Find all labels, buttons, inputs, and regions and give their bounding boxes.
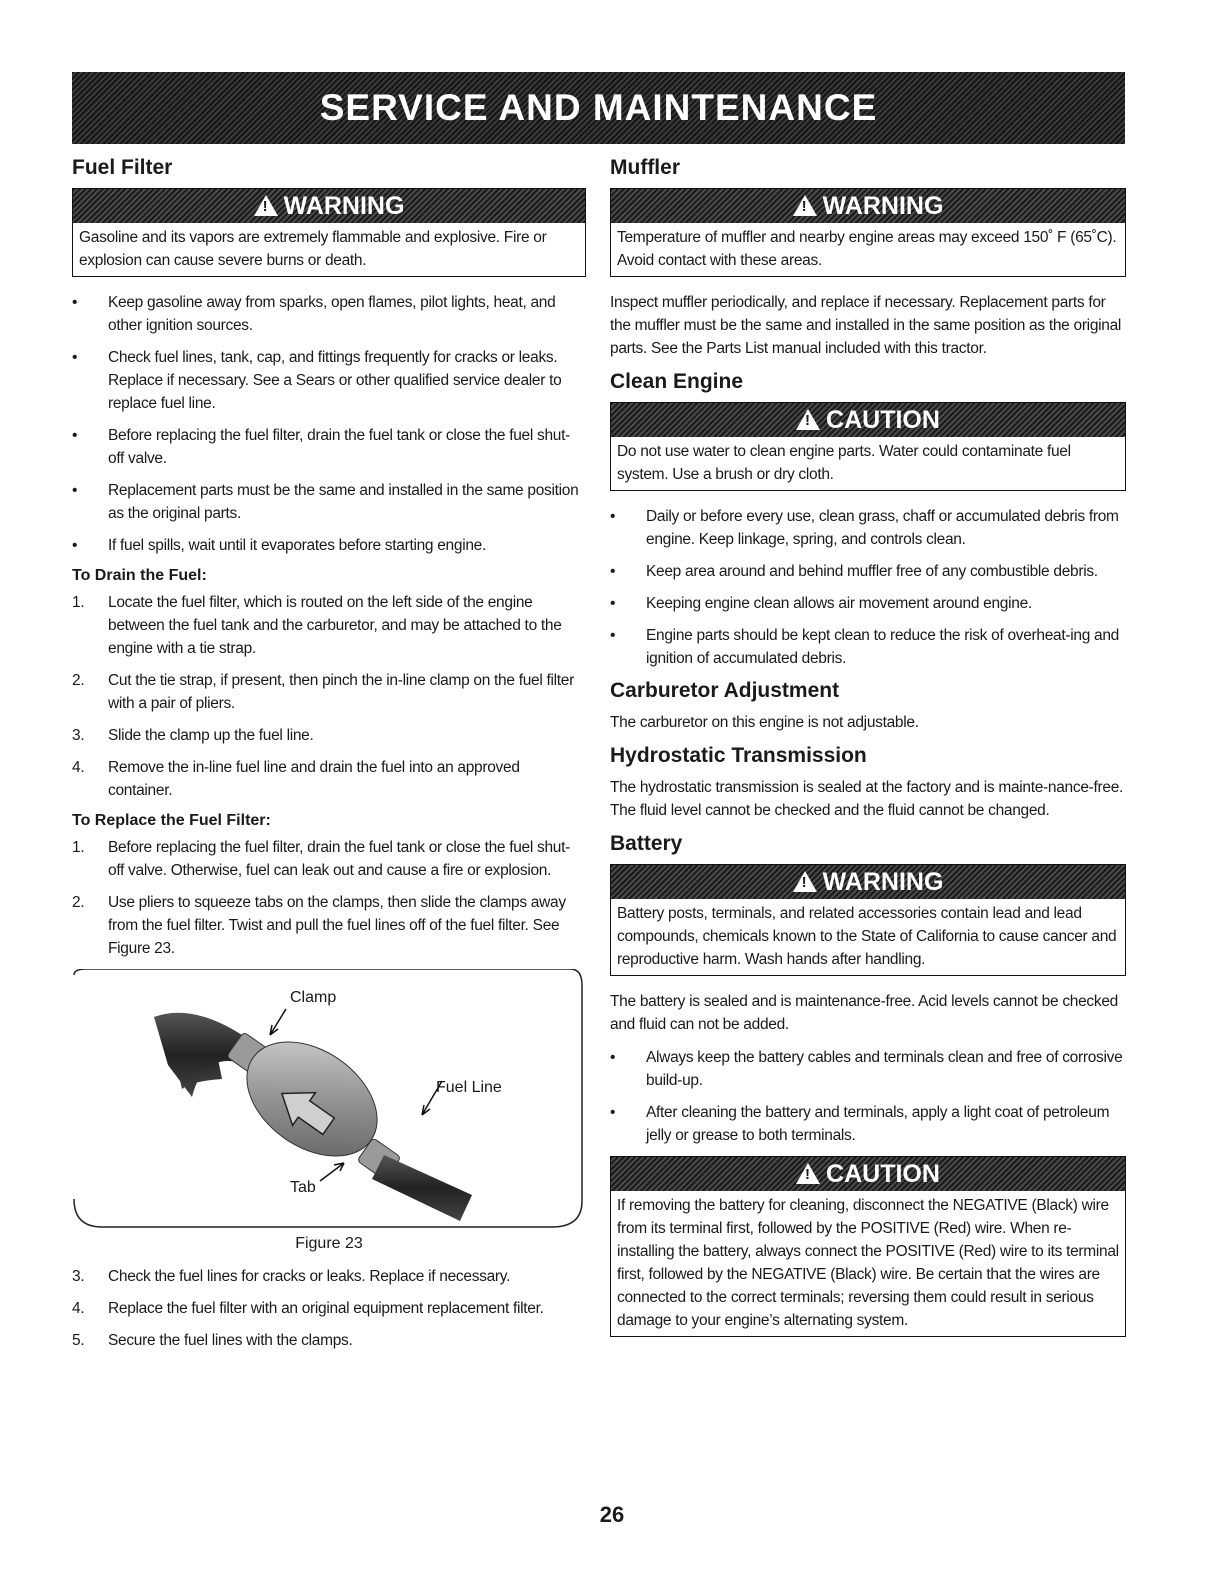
caution-label: CAUTION bbox=[826, 1159, 940, 1188]
bullet-mark: • bbox=[610, 1049, 616, 1066]
bullet-mark: • bbox=[610, 595, 616, 612]
caution-header bbox=[611, 403, 1125, 437]
fuel-filter-heading: Fuel Filter bbox=[72, 156, 173, 179]
bullet-mark: • bbox=[72, 537, 78, 554]
bullet-mark: • bbox=[72, 294, 78, 311]
right-column bbox=[610, 156, 1126, 1351]
caution-text: If removing the battery for cleaning, disconnect the NEGATIVE (Black) wire from its terminal first, followed by the POSITIVE (Red) wire. When re-installing the battery, always connect the POSITIVE (Red) wire to its terminal first, followed by the NEGATIVE (Black) wire. Be certain that the wires are connected to the correct terminals; reversing them could result in serious damage to your engine’s alternating system. bbox=[617, 1197, 1119, 1329]
muffler-warning bbox=[610, 188, 1126, 277]
warning-header bbox=[611, 865, 1125, 899]
warning-header bbox=[73, 189, 585, 223]
hydrostatic-heading: Hydrostatic Transmission bbox=[610, 744, 867, 767]
list-item: • Keep gasoline away from sparks, open flames, pilot lights, heat, and other ignition sources. bbox=[72, 291, 586, 337]
warning-label: WARNING bbox=[283, 191, 405, 220]
list-item: 2. Use pliers to squeeze tabs on the clamps, then slide the clamps away from the fuel filter. Twist and pull the fuel lines off of the fuel filter. See Figure 23. bbox=[72, 894, 566, 957]
caution-triangle-icon bbox=[796, 1163, 820, 1184]
figure-23 bbox=[72, 969, 584, 1231]
bullet-mark: • bbox=[72, 427, 78, 444]
warning-text: Gasoline and its vapors are extremely flammable and explosive. Fire or explosion can cause severe burns or death. bbox=[79, 229, 547, 269]
caution-text: Do not use water to clean engine parts. Water could contaminate fuel system. Use a brush or dry cloth. bbox=[617, 443, 1071, 483]
caution-label: CAUTION bbox=[826, 405, 940, 434]
fuel-line-label: Fuel Line bbox=[436, 1079, 502, 1096]
muffler-body: Inspect muffler periodically, and replace if necessary. Replacement parts for the muffler must be the same and installed in the same position as the original parts. See the Parts List manual included with this tractor. bbox=[610, 294, 1122, 357]
list-item: 3. Slide the clamp up the fuel line. bbox=[72, 727, 314, 744]
hydrostatic-body: The hydrostatic transmission is sealed at the factory and is mainte-nance-free. The fluid level cannot be checked and the fluid cannot be changed. bbox=[610, 779, 1124, 819]
tab-label: Tab bbox=[290, 1179, 316, 1196]
list-item: • If fuel spills, wait until it evaporates before starting engine. bbox=[72, 534, 586, 557]
list-item: 4. Replace the fuel filter with an original equipment replacement filter. bbox=[72, 1300, 544, 1317]
page-title: SERVICE AND MAINTENANCE bbox=[319, 87, 878, 128]
list-item: • Keep area around and behind muffler free of any combustible debris. bbox=[610, 560, 1126, 583]
battery-bullets bbox=[610, 1046, 1126, 1147]
carburetor-heading: Carburetor Adjustment bbox=[610, 679, 840, 702]
bullet-mark: • bbox=[610, 627, 616, 644]
warning-triangle-icon bbox=[793, 871, 817, 892]
bullet-mark: • bbox=[610, 1104, 616, 1121]
bullet-mark: • bbox=[72, 349, 78, 366]
replace-filter-steps bbox=[72, 836, 586, 960]
replace-filter-steps-continued bbox=[72, 1265, 586, 1352]
list-item: 4. Remove the in-line fuel line and drain the fuel into an approved container. bbox=[72, 759, 520, 799]
warning-text: Temperature of muffler and nearby engine areas may exceed 150˚ F (65˚C). Avoid contact with these areas. bbox=[617, 229, 1117, 269]
caution-triangle-icon bbox=[796, 409, 820, 430]
page-banner bbox=[72, 72, 1125, 144]
clean-engine-caution bbox=[610, 402, 1126, 491]
warning-label: WARNING bbox=[822, 867, 944, 896]
list-item: 5. Secure the fuel lines with the clamps. bbox=[72, 1332, 353, 1349]
fuel-filter-bullets bbox=[72, 291, 586, 557]
battery-warning bbox=[610, 864, 1126, 976]
caution-header bbox=[611, 1157, 1125, 1191]
replace-filter-heading: To Replace the Fuel Filter: bbox=[72, 812, 271, 829]
muffler-heading: Muffler bbox=[610, 156, 680, 179]
warning-triangle-icon bbox=[793, 195, 817, 216]
list-item: • Daily or before every use, clean grass, chaff or accumulated debris from engine. Keep linkage, spring, and controls clean. bbox=[610, 505, 1126, 551]
clean-engine-bullets bbox=[610, 505, 1126, 670]
battery-body: The battery is sealed and is maintenance-free. Acid levels cannot be checked and fluid can not be added. bbox=[610, 993, 1118, 1033]
drain-fuel-heading: To Drain the Fuel: bbox=[72, 567, 207, 584]
battery-heading: Battery bbox=[610, 832, 683, 855]
list-item: • Before replacing the fuel filter, drain the fuel tank or close the fuel shut-off valve. bbox=[72, 424, 586, 470]
warning-header bbox=[611, 189, 1125, 223]
list-item: • Always keep the battery cables and terminals clean and free of corrosive build-up. bbox=[610, 1046, 1126, 1092]
warning-triangle-icon bbox=[254, 195, 278, 216]
battery-caution bbox=[610, 1156, 1126, 1337]
page-number: 26 bbox=[599, 1502, 625, 1527]
left-column bbox=[72, 156, 586, 1361]
drain-fuel-steps bbox=[72, 591, 586, 802]
list-item: • After cleaning the battery and terminals, apply a light coat of petroleum jelly or grease to both terminals. bbox=[610, 1101, 1126, 1147]
bullet-mark: • bbox=[610, 563, 616, 580]
fuel-filter-illustration bbox=[72, 969, 584, 1231]
figure-caption: Figure 23 bbox=[295, 1235, 363, 1252]
warning-label: WARNING bbox=[822, 191, 944, 220]
list-item: 1. Before replacing the fuel filter, drain the fuel tank or close the fuel shut-off valve. Otherwise, fuel can leak out and cause a fire or explosion. bbox=[72, 839, 570, 879]
list-item: • Check fuel lines, tank, cap, and fittings frequently for cracks or leaks. Replace if necessary. See a Sears or other qualified service dealer to replace fuel line. bbox=[72, 346, 586, 415]
fuel-filter-warning bbox=[72, 188, 586, 277]
warning-text: Battery posts, terminals, and related accessories contain lead and lead compounds, chemicals known to the State of California to cause cancer and reproductive harm. Wash hands after handling. bbox=[617, 905, 1117, 968]
list-item: 3. Check the fuel lines for cracks or leaks. Replace if necessary. bbox=[72, 1268, 511, 1285]
carburetor-body: The carburetor on this engine is not adjustable. bbox=[610, 714, 919, 731]
bullet-mark: • bbox=[610, 508, 616, 525]
bullet-mark: • bbox=[72, 482, 78, 499]
list-item: • Keeping engine clean allows air movement around engine. bbox=[610, 592, 1126, 615]
list-item: • Replacement parts must be the same and installed in the same position as the original parts. bbox=[72, 479, 586, 525]
list-item: • Engine parts should be kept clean to reduce the risk of overheat-ing and ignition of accumulated debris. bbox=[610, 624, 1126, 670]
clamp-label: Clamp bbox=[290, 989, 337, 1006]
list-item: 1. Locate the fuel filter, which is routed on the left side of the engine between the fuel tank and the carburetor, and may be attached to the engine with a tie strap. bbox=[72, 594, 562, 657]
list-item: 2. Cut the tie strap, if present, then pinch the in-line clamp on the fuel filter with a pair of pliers. bbox=[72, 672, 574, 712]
clean-engine-heading: Clean Engine bbox=[610, 370, 744, 393]
